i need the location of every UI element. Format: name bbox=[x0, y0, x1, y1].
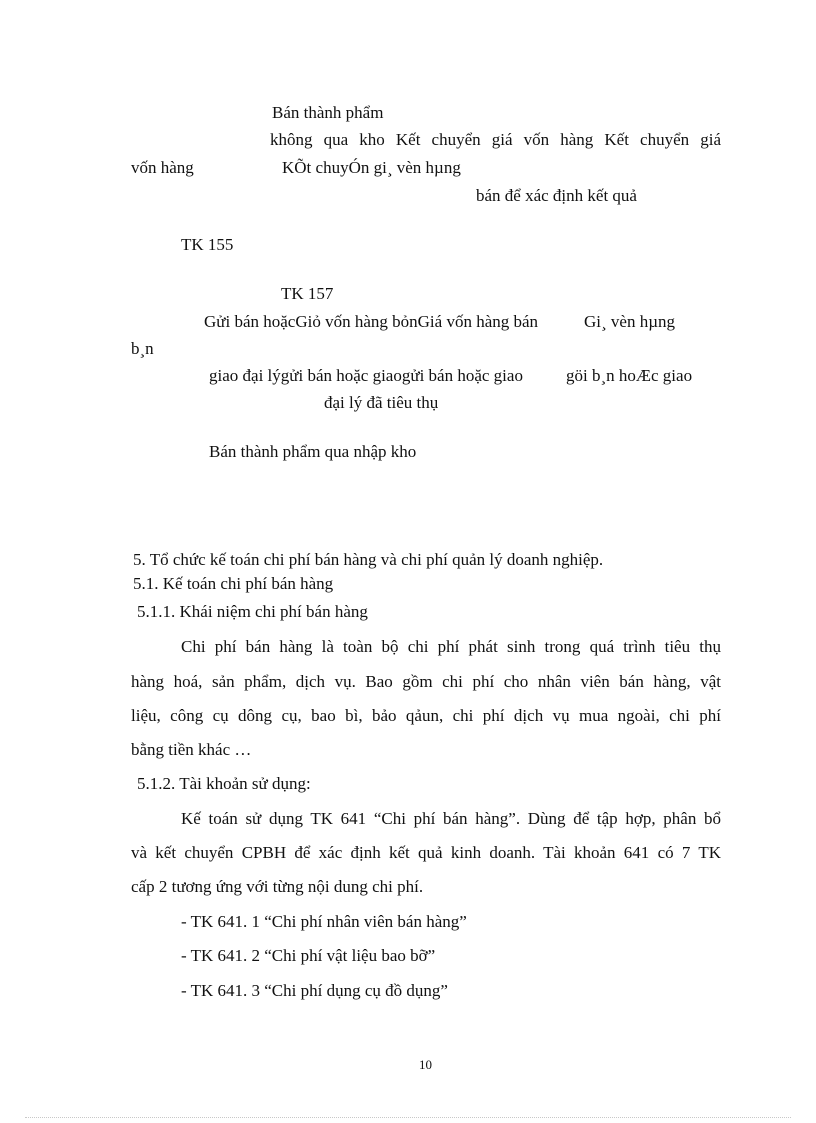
section-heading-5-1-2: 5.1.2. Tài khoản sử dụng: bbox=[137, 774, 311, 793]
list-item: - TK 641. 1 “Chi phí nhân viên bán hàng” bbox=[181, 912, 467, 931]
diagram-label-gui-ban: Gửi bán hoặcGiỏ vốn hàng bỏnGiá vốn hàng bán bbox=[204, 312, 539, 331]
diagram-label-ban-de-xac-dinh: bán để xác định kết quả bbox=[476, 186, 637, 205]
paragraph-1-line-2: hàng hoá, sản phẩm, dịch vụ. Bao gồm chi phí cho nhân viên bán hàng, vật bbox=[131, 672, 721, 691]
page-bottom-divider bbox=[25, 1117, 791, 1118]
diagram-label-dai-ly-tieu-thu: đại lý đã tiêu thụ bbox=[324, 393, 439, 412]
diagram-label-goi-ban-garbled: göi b¸n hoÆc giao bbox=[566, 366, 693, 385]
page-number: 10 bbox=[419, 1057, 432, 1072]
paragraph-1-line-3: liệu, công cụ dông cụ, bao bì, bảo qảun, chi phí dịch vụ mua ngoài, chi phí bbox=[131, 706, 721, 725]
paragraph-2-line-3: cấp 2 tương ứng với từng nội dung chi phí. bbox=[131, 877, 424, 896]
section-heading-5-1-1: 5.1.1. Khái niệm chi phí bán hàng bbox=[137, 602, 368, 621]
paragraph-1-line-4: bằng tiền khác … bbox=[131, 740, 252, 759]
diagram-label-ket-chuyen-garbled: KÕt chuyÓn gi¸ vèn hµng bbox=[282, 158, 461, 177]
section-heading-5-1: 5.1. Kế toán chi phí bán hàng bbox=[133, 574, 334, 593]
paragraph-2-line-2: và kết chuyển CPBH để xác định kết quả kinh doanh. Tài khoản 641 có 7 TK bbox=[131, 843, 721, 862]
diagram-label-ban-thanh-pham: Bán thành phẩm bbox=[272, 103, 384, 122]
paragraph-2-line-1: Kế toán sử dụng TK 641 “Chi phí bán hàng”. Dùng để tập hợp, phân bổ bbox=[181, 809, 721, 828]
list-item: - TK 641. 3 “Chi phí dụng cụ đồ dụng” bbox=[181, 981, 448, 1000]
diagram-label-giao-dai-ly: giao đại lýgửi bán hoặc giaogửi bán hoặc giao bbox=[209, 366, 523, 385]
paragraph-1-line-1: Chi phí bán hàng là toàn bộ chi phí phát sinh trong quá trình tiêu thụ bbox=[181, 637, 721, 656]
list-item: - TK 641. 2 “Chi phí vật liệu bao bỡ” bbox=[181, 946, 436, 965]
diagram-label-gia-von-garbled: Gi¸ vèn hµng bbox=[584, 312, 676, 331]
diagram-account-tk157: TK 157 bbox=[281, 284, 334, 303]
diagram-label-qua-nhap-kho: Bán thành phẩm qua nhập kho bbox=[209, 442, 417, 461]
diagram-label-von-hang: vốn hàng bbox=[131, 158, 194, 177]
section-heading-5: 5. Tổ chức kế toán chi phí bán hàng và chi phí quản lý doanh nghiệp. bbox=[133, 550, 604, 569]
diagram-account-tk155: TK 155 bbox=[181, 235, 234, 254]
diagram-label-ban-garbled: b¸n bbox=[131, 339, 154, 358]
diagram-label-khong-qua-kho: không qua kho Kết chuyển giá vốn hàng Kết chuyển giá bbox=[270, 130, 721, 149]
